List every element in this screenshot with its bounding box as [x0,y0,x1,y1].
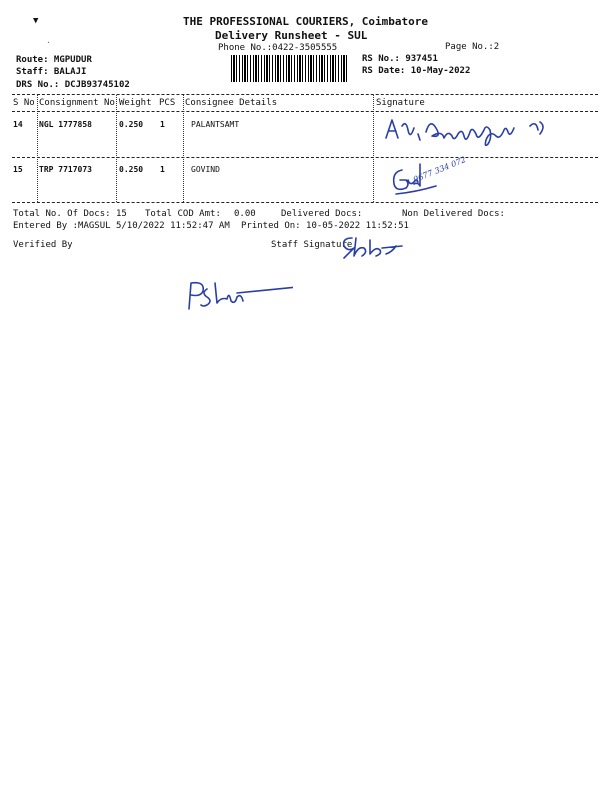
row-consignment: NGL 1777858 [39,120,92,129]
signature-row-14 [380,112,560,152]
table-bottom-rule [12,202,598,203]
total-docs: Total No. Of Docs: 15 [13,209,127,219]
row-weight: 0.250 [119,120,144,129]
barcode [231,55,347,82]
non-delivered-docs: Non Delivered Docs: [402,209,505,219]
printed-on: Printed On: 10-05-2022 11:52:51 [241,221,409,231]
row-weight: 0.250 [119,165,144,174]
route: Route: MGPUDUR [16,55,92,65]
total-cod-label: Total COD Amt: [145,209,221,219]
verified-by: Verified By [13,240,73,250]
corner-mark: ▼ [33,16,39,26]
staff-signature [338,234,408,260]
col-divider [183,95,184,202]
header-signature: Signature [376,98,425,108]
staff: Staff: BALAJI [16,67,87,77]
row-consignment: TRP 7717073 [39,165,92,174]
header-consignment: Consignment No [39,98,115,108]
total-cod-value: 0.00 [234,209,256,219]
rs-date: RS Date: 10-May-2022 [362,66,471,76]
header-pcs: PCS [159,98,176,108]
header-sno: S No [13,98,35,108]
col-divider [116,95,117,202]
row-consignee: GOVIND [191,165,220,174]
row-consignee: PALANTSAMT [191,120,240,129]
verifier-signature [183,279,293,315]
staff-signature-label: Staff Signature [271,240,353,250]
header-consignee: Consignee Details [185,98,278,108]
row-14-rule [12,157,598,158]
row-sno: 14 [13,120,23,129]
table-top-rule [12,94,598,95]
drs-number: DRS No.: DCJB93745102 [16,80,130,90]
phone-number: Phone No.:0422-3505555 [218,43,338,53]
entered-by: Entered By :MAGSUL 5/10/2022 11:52:47 AM [13,221,230,231]
delivered-docs: Delivered Docs: [281,209,363,219]
page-number: Page No.:2 [445,42,500,52]
row-15-handwritten-phone: 9677 334 072 [412,155,468,185]
row-pcs: 1 [160,120,165,129]
col-divider [37,95,38,202]
runsheet-title: Delivery Runsheet - SUL [215,29,368,42]
row-pcs: 1 [160,165,165,174]
corner-dot: · [46,38,51,47]
col-divider [373,95,374,202]
row-sno: 15 [13,165,23,174]
company-name: THE PROFESSIONAL COURIERS, Coimbatore [183,15,429,28]
header-weight: Weight [119,98,152,108]
rs-number: RS No.: 937451 [362,54,438,64]
